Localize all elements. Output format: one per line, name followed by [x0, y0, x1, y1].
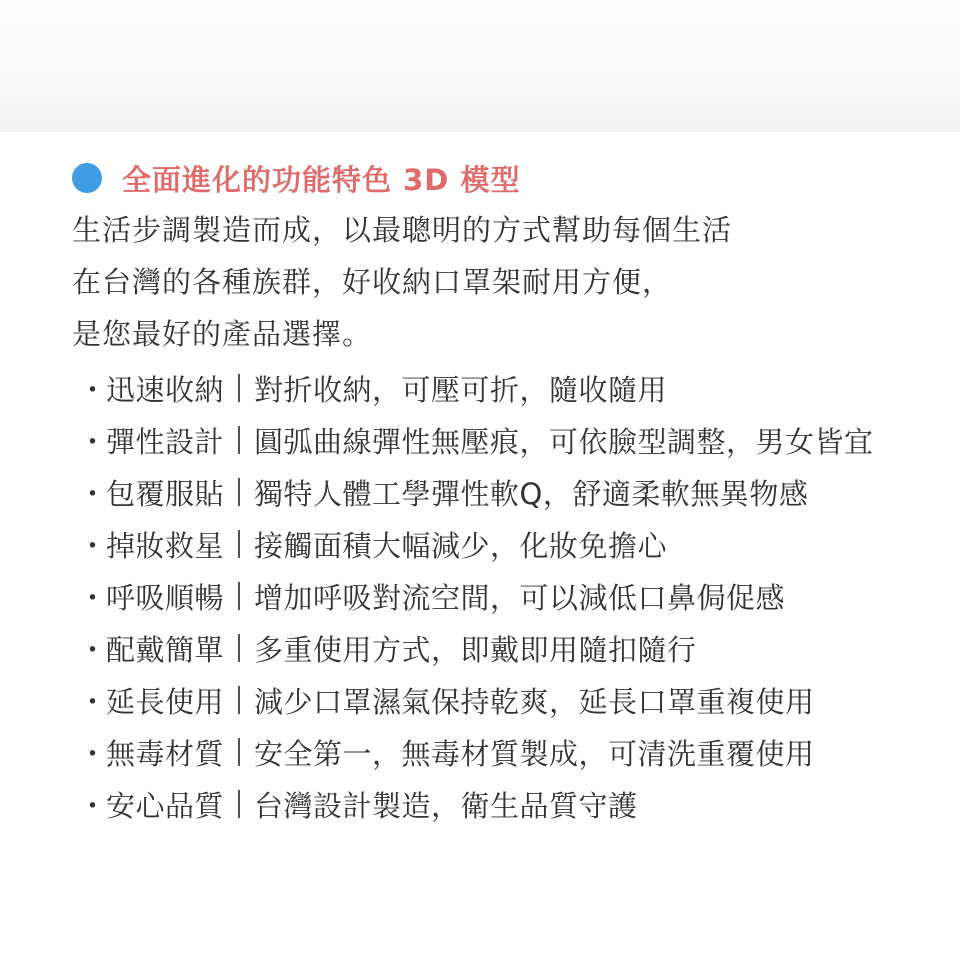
intro-line: 在台灣的各種族群，好收納口罩架耐用方便， — [72, 265, 673, 299]
bullet-icon: ・ — [78, 580, 108, 615]
heading-title: 全面進化的功能特色 3D 模型 — [122, 162, 521, 197]
product-feature-section — [72, 152, 942, 830]
feature-desc: 接觸面積大幅減少，化妝免擔心 — [254, 528, 668, 563]
bullet-icon: ・ — [78, 684, 108, 719]
feature-desc: 對折收納，可壓可折，隨收隨用 — [254, 372, 668, 407]
feature-desc: 安全第一，無毒材質製成，可清洗重覆使用 — [254, 736, 815, 771]
feature-name: 彈性設計 — [106, 424, 225, 459]
bullet-icon: ・ — [78, 424, 108, 459]
separator — [238, 530, 240, 558]
feature-desc: 圓弧曲線彈性無壓痕，可依臉型調整，男女皆宜 — [254, 424, 874, 459]
feature-item — [72, 778, 942, 830]
separator — [238, 790, 240, 818]
feature-item — [72, 726, 942, 778]
separator — [238, 582, 240, 610]
blue-circle-icon — [72, 163, 102, 193]
feature-name: 包覆服貼 — [106, 476, 225, 511]
top-gradient-band — [0, 0, 960, 132]
separator — [238, 634, 240, 662]
feature-list — [72, 362, 942, 830]
feature-desc: 減少口罩濕氣保持乾爽，延長口罩重複使用 — [254, 684, 815, 719]
bullet-icon: ・ — [78, 476, 108, 511]
separator — [238, 738, 240, 766]
separator — [238, 686, 240, 714]
feature-desc: 獨特人體工學彈性軟Q，舒適柔軟無異物感 — [254, 476, 809, 511]
feature-desc: 台灣設計製造，衛生品質守護 — [254, 788, 638, 823]
feature-item — [72, 674, 942, 726]
bullet-icon: ・ — [78, 528, 108, 563]
intro-paragraph — [72, 204, 942, 360]
feature-desc: 增加呼吸對流空間，可以減低口鼻侷促感 — [254, 580, 786, 615]
feature-name: 配戴簡單 — [106, 632, 225, 667]
intro-line: 是您最好的產品選擇。 — [72, 317, 373, 351]
bullet-icon: ・ — [78, 736, 108, 771]
feature-name: 呼吸順暢 — [106, 580, 225, 615]
feature-name: 掉妝救星 — [106, 528, 225, 563]
bullet-icon: ・ — [78, 788, 108, 823]
separator — [238, 374, 240, 402]
feature-item — [72, 518, 942, 570]
feature-name: 迅速收納 — [106, 372, 225, 407]
feature-item — [72, 414, 942, 466]
section-heading — [72, 152, 942, 204]
feature-item — [72, 622, 942, 674]
bullet-icon: ・ — [78, 372, 108, 407]
feature-name: 延長使用 — [106, 684, 225, 719]
feature-item — [72, 570, 942, 622]
feature-desc: 多重使用方式，即戴即用隨扣隨行 — [254, 632, 697, 667]
feature-name: 無毒材質 — [106, 736, 225, 771]
feature-item — [72, 362, 942, 414]
separator — [238, 426, 240, 454]
bullet-icon: ・ — [78, 632, 108, 667]
feature-item — [72, 466, 942, 518]
intro-line: 生活步調製造而成，以最聰明的方式幫助每個生活 — [72, 213, 733, 247]
separator — [238, 478, 240, 506]
feature-name: 安心品質 — [106, 788, 225, 823]
